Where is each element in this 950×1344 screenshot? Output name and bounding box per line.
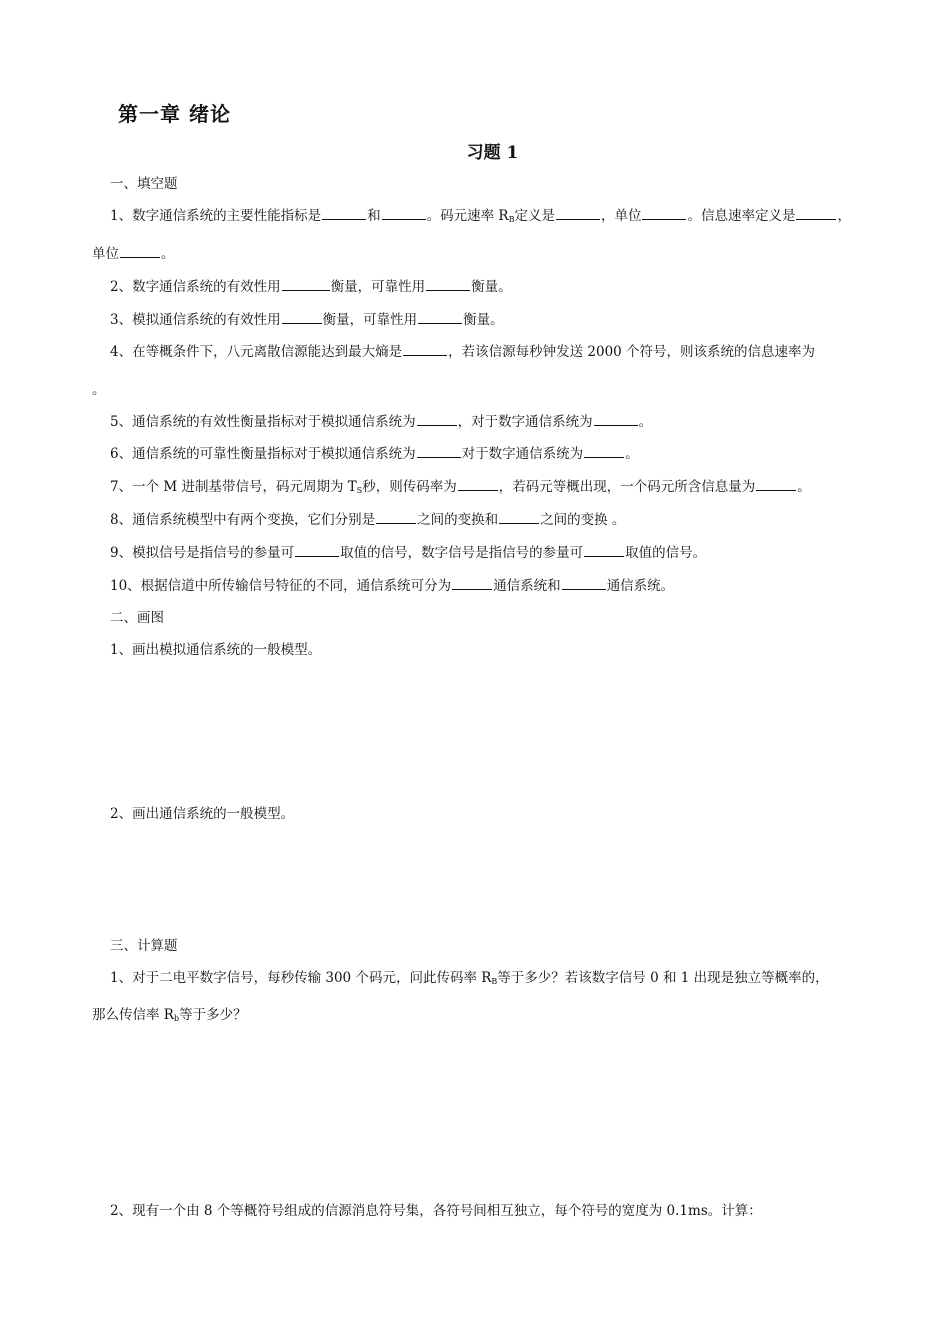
calculation-question-1-continued: 那么传信率 $R_b$等于多少？ <box>92 1007 247 1023</box>
question-9: 9、模拟信号是指信号的参量可 取值的信号，数字信号是指信号的参量可 取值的信号。 <box>110 545 707 561</box>
question-3: 3、模拟通信系统的有效性用 衡量，可靠性用 衡量。 <box>110 312 504 328</box>
answer-blank[interactable] <box>417 412 457 426</box>
answer-blank[interactable] <box>426 277 470 291</box>
question-1: 1、数字通信系统的主要性能指标是 和 。码元速率 $R_B$定义是 ，单位 。信息速率定义是 ， <box>110 208 851 224</box>
calculation-question-2: 2、现有一个由 8 个等概符号组成的信源消息符号集，各符号间相互独立，每个符号的宽度为 0.1ms。计算： <box>110 1203 762 1219</box>
question-6: 6、通信系统的可靠性衡量指标对于模拟通信系统为 对于数字通信系统为 。 <box>110 446 639 462</box>
section-heading-calculation: 三、计算题 <box>110 938 178 954</box>
answer-blank[interactable] <box>796 206 836 220</box>
answer-blank[interactable] <box>562 576 606 590</box>
answer-blank[interactable] <box>376 510 416 524</box>
answer-blank[interactable] <box>322 206 366 220</box>
question-2: 2、数字通信系统的有效性用 衡量，可靠性用 衡量。 <box>110 279 512 295</box>
answer-blank[interactable] <box>403 342 447 356</box>
answer-blank[interactable] <box>452 576 492 590</box>
section-heading-drawing: 二、画图 <box>110 610 164 626</box>
question-4: 4、在等概条件下，八元离散信源能达到最大熵是 ，若该信源每秒钟发送 2000 个符号，则该系统的信息速率为 <box>110 344 816 360</box>
answer-blank[interactable] <box>295 543 339 557</box>
answer-blank[interactable] <box>556 206 600 220</box>
answer-blank[interactable] <box>584 543 624 557</box>
answer-blank[interactable] <box>756 477 796 491</box>
chapter-title: 第一章 绪论 <box>118 102 231 126</box>
question-5: 5、通信系统的有效性衡量指标对于模拟通信系统为 ，对于数字通信系统为 。 <box>110 414 653 430</box>
answer-blank[interactable] <box>584 444 624 458</box>
question-8: 8、通信系统模型中有两个变换，它们分别是 之间的变换和 之间的变换 。 <box>110 512 626 528</box>
section-heading-fill-blank: 一、填空题 <box>110 176 178 192</box>
calculation-question-1: 1、对于二电平数字信号，每秒传输 300 个码元，问此传码率 $R_B$等于多少？若该数字信号 0 和 1 出现是独立等概率的， <box>110 970 829 986</box>
drawing-question-2: 2、画出通信系统的一般模型。 <box>110 806 295 822</box>
answer-blank[interactable] <box>382 206 426 220</box>
answer-blank[interactable] <box>458 477 498 491</box>
answer-blank[interactable] <box>642 206 686 220</box>
drawing-question-1: 1、画出模拟通信系统的一般模型。 <box>110 642 322 658</box>
question-1-continued: 单位 。 <box>92 246 175 262</box>
question-7: 7、一个 M 进制基带信号，码元周期为 $T_S$秒，则传码率为 ，若码元等概出现，一个码元所含信息量为 。 <box>110 479 811 495</box>
question-10: 10、根据信道中所传输信号特征的不同，通信系统可分为 通信系统和 通信系统。 <box>110 578 675 594</box>
answer-blank[interactable] <box>282 277 330 291</box>
answer-blank[interactable] <box>282 310 322 324</box>
answer-blank[interactable] <box>417 444 461 458</box>
answer-blank[interactable] <box>594 412 638 426</box>
exercise-title: 习题 1 <box>466 143 519 163</box>
question-4-continued: 。 <box>92 382 106 398</box>
answer-blank[interactable] <box>499 510 539 524</box>
answer-blank[interactable] <box>418 310 462 324</box>
answer-blank[interactable] <box>120 244 160 258</box>
